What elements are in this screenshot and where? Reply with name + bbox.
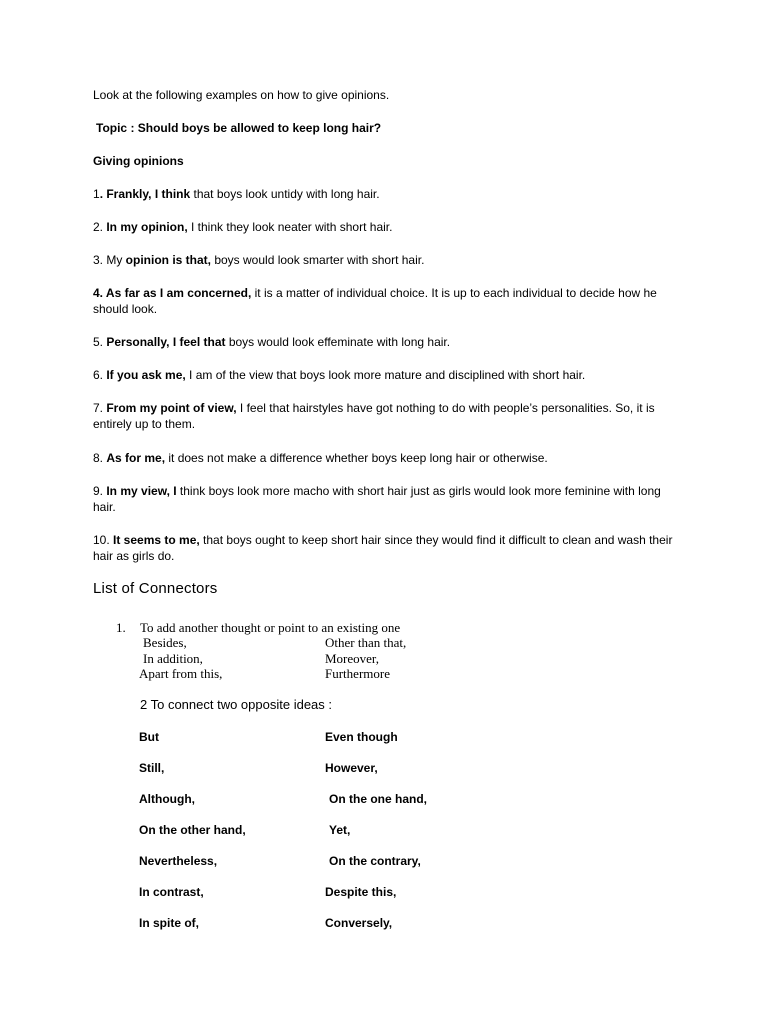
connector-even-though: Even though xyxy=(325,730,398,744)
connector-still: Still, xyxy=(139,761,165,775)
example-4: 4. As far as I am concerned, it is a matter of individual choice. It is up to each individual to decide how he should look. xyxy=(93,286,657,316)
connector-however: However, xyxy=(325,761,378,775)
section1-title: To add another thought or point to an existing one xyxy=(140,620,401,635)
example-2: 2. In my opinion, I think they look neater with short hair. xyxy=(93,220,393,234)
connector-but: But xyxy=(139,730,159,744)
connector-nevertheless: Nevertheless, xyxy=(139,854,218,868)
connector-on-the-one-hand: On the one hand, xyxy=(329,792,427,806)
section2-title: 2 To connect two opposite ideas : xyxy=(140,697,332,712)
connector-moreover: Moreover, xyxy=(325,651,379,666)
example-6: 6. If you ask me, I am of the view that boys look more mature and disciplined with short hair. xyxy=(93,368,586,382)
connector-in-addition: In addition, xyxy=(143,651,203,666)
example-10: 10. It seems to me, that boys ought to keep short hair since they would find it difficult to clean and wash their hair as girls do. xyxy=(93,533,673,563)
connector-besides: Besides, xyxy=(143,635,187,650)
intro-text: Look at the following examples on how to give opinions. xyxy=(93,88,390,102)
section1-number: 1. xyxy=(116,620,126,635)
example-1: 1. Frankly, I think that boys look untidy with long hair. xyxy=(93,187,380,201)
connector-on-the-contrary: On the contrary, xyxy=(329,854,421,868)
connector-conversely: Conversely, xyxy=(325,916,393,930)
connector-although: Although, xyxy=(139,792,195,806)
connector-on-the-other-hand: On the other hand, xyxy=(139,823,246,837)
connector-apart-from-this: Apart from this, xyxy=(139,666,223,681)
giving-opinions-heading: Giving opinions xyxy=(93,154,184,168)
connector-other-than-that: Other than that, xyxy=(325,635,407,650)
connector-furthermore: Furthermore xyxy=(325,666,390,681)
example-3: 3. My opinion is that, boys would look smarter with short hair. xyxy=(93,253,425,267)
example-7: 7. From my point of view, I feel that hairstyles have got nothing to do with people’s personalities. So, it is entirely up to them. xyxy=(93,401,655,431)
example-5: 5. Personally, I feel that boys would look effeminate with long hair. xyxy=(93,335,451,349)
connectors-heading: List of Connectors xyxy=(93,580,218,597)
connector-yet: Yet, xyxy=(329,823,351,837)
connector-in-spite-of: In spite of, xyxy=(139,916,199,930)
connector-in-contrast: In contrast, xyxy=(139,885,204,899)
example-8: 8. As for me, it does not make a difference whether boys keep long hair or otherwise. xyxy=(93,451,548,465)
example-9: 9. In my view, I think boys look more macho with short hair just as girls would look more feminine with long hair. xyxy=(93,484,661,514)
connector-despite-this: Despite this, xyxy=(325,885,397,899)
topic-heading: Topic : Should boys be allowed to keep long hair? xyxy=(96,121,382,135)
